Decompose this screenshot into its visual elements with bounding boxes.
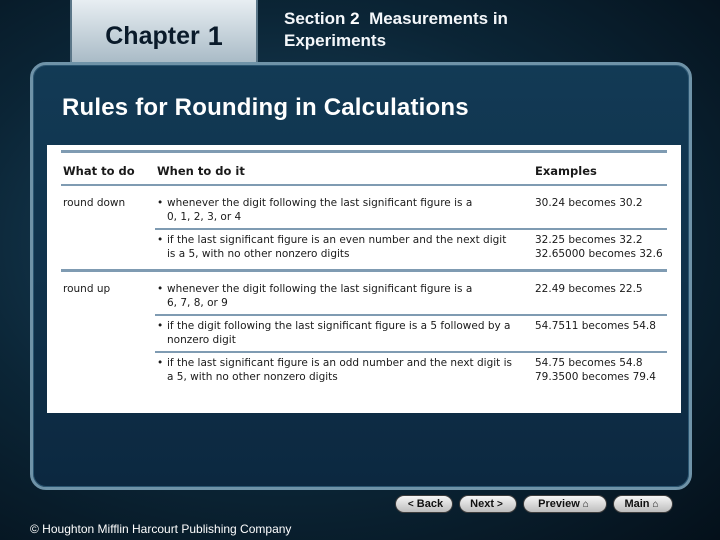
bullet-icon: • <box>157 283 164 295</box>
bullet-icon: • <box>157 234 164 246</box>
what-cell <box>61 315 155 352</box>
rounding-rules-table <box>61 150 667 388</box>
examples-cell <box>533 185 667 229</box>
what-cell <box>61 229 155 271</box>
header-when-to-do-it: When to do it <box>155 152 533 186</box>
when-cell <box>155 315 533 352</box>
slide-title: Rules for Rounding in Calculations <box>62 94 469 121</box>
back-arrow-icon: < <box>407 498 414 510</box>
when-cell <box>155 271 533 316</box>
section-label: Section <box>284 9 346 28</box>
back-button[interactable] <box>395 495 453 513</box>
home-icon: ⌂ <box>652 498 659 510</box>
preview-button[interactable] <box>523 495 607 513</box>
rounding-rules-panel <box>47 145 681 413</box>
back-label: Back <box>416 498 444 510</box>
chapter-number: 1 <box>207 20 223 51</box>
when-line: 6, 7, 8, or 9 <box>167 297 228 309</box>
when-line: 0, 1, 2, 3, or 4 <box>167 211 242 223</box>
header-what-to-do: What to do <box>61 152 155 186</box>
when-line: if the digit following the last significant figure is a 5 followed by a <box>167 320 511 332</box>
when-line: if the last significant figure is an even number and the next digit <box>167 234 507 246</box>
table-row <box>61 271 667 316</box>
when-line: whenever the digit following the last significant figure is a <box>167 197 473 209</box>
when-line: nonzero digit <box>167 334 236 346</box>
section-header <box>284 8 584 52</box>
examples-cell <box>533 315 667 352</box>
table-row <box>61 352 667 388</box>
bullet-icon: • <box>157 197 164 209</box>
main-button[interactable] <box>613 495 673 513</box>
when-line: a 5, with no other nonzero digits <box>167 371 338 383</box>
what-cell: round up <box>61 271 155 316</box>
next-button[interactable] <box>459 495 517 513</box>
table-row <box>61 229 667 271</box>
section-number: 2 <box>350 9 360 28</box>
what-cell <box>61 352 155 388</box>
section-title-line2: Experiments <box>284 31 387 50</box>
table-row <box>61 315 667 352</box>
home-icon: ⌂ <box>582 498 589 510</box>
chapter-label: Chapter <box>105 21 200 50</box>
example-line: 32.25 becomes 32.2 <box>535 234 643 246</box>
example-line: 30.24 becomes 30.2 <box>535 197 643 209</box>
when-cell <box>155 185 533 229</box>
main-label: Main <box>624 498 650 510</box>
next-arrow-icon: > <box>497 498 503 510</box>
bullet-icon: • <box>157 320 164 332</box>
examples-cell <box>533 271 667 316</box>
examples-cell <box>533 352 667 388</box>
example-line: 54.75 becomes 54.8 <box>535 357 643 369</box>
when-cell <box>155 352 533 388</box>
when-line: if the last significant figure is an odd number and the next digit is <box>167 357 512 369</box>
what-cell: round down <box>63 197 126 209</box>
example-line: 22.49 becomes 22.5 <box>535 283 643 295</box>
when-line: is a 5, with no other nonzero digits <box>167 248 350 260</box>
section-title-line1: Measurements in <box>369 9 508 28</box>
when-cell <box>155 229 533 271</box>
table-row <box>61 185 667 229</box>
when-line: whenever the digit following the last significant figure is a <box>167 283 473 295</box>
example-line: 32.65000 becomes 32.6 <box>535 248 663 260</box>
examples-cell <box>533 229 667 271</box>
copyright-notice: © Houghton Mifflin Harcourt Publishing Company <box>30 522 292 536</box>
preview-label: Preview <box>538 498 580 510</box>
table-header-row <box>61 152 667 186</box>
navigation-bar <box>395 495 673 515</box>
example-line: 54.7511 becomes 54.8 <box>535 320 656 332</box>
next-label: Next <box>470 498 494 510</box>
example-line: 79.3500 becomes 79.4 <box>535 371 656 383</box>
header-examples: Examples <box>533 152 667 186</box>
bullet-icon: • <box>157 357 164 369</box>
